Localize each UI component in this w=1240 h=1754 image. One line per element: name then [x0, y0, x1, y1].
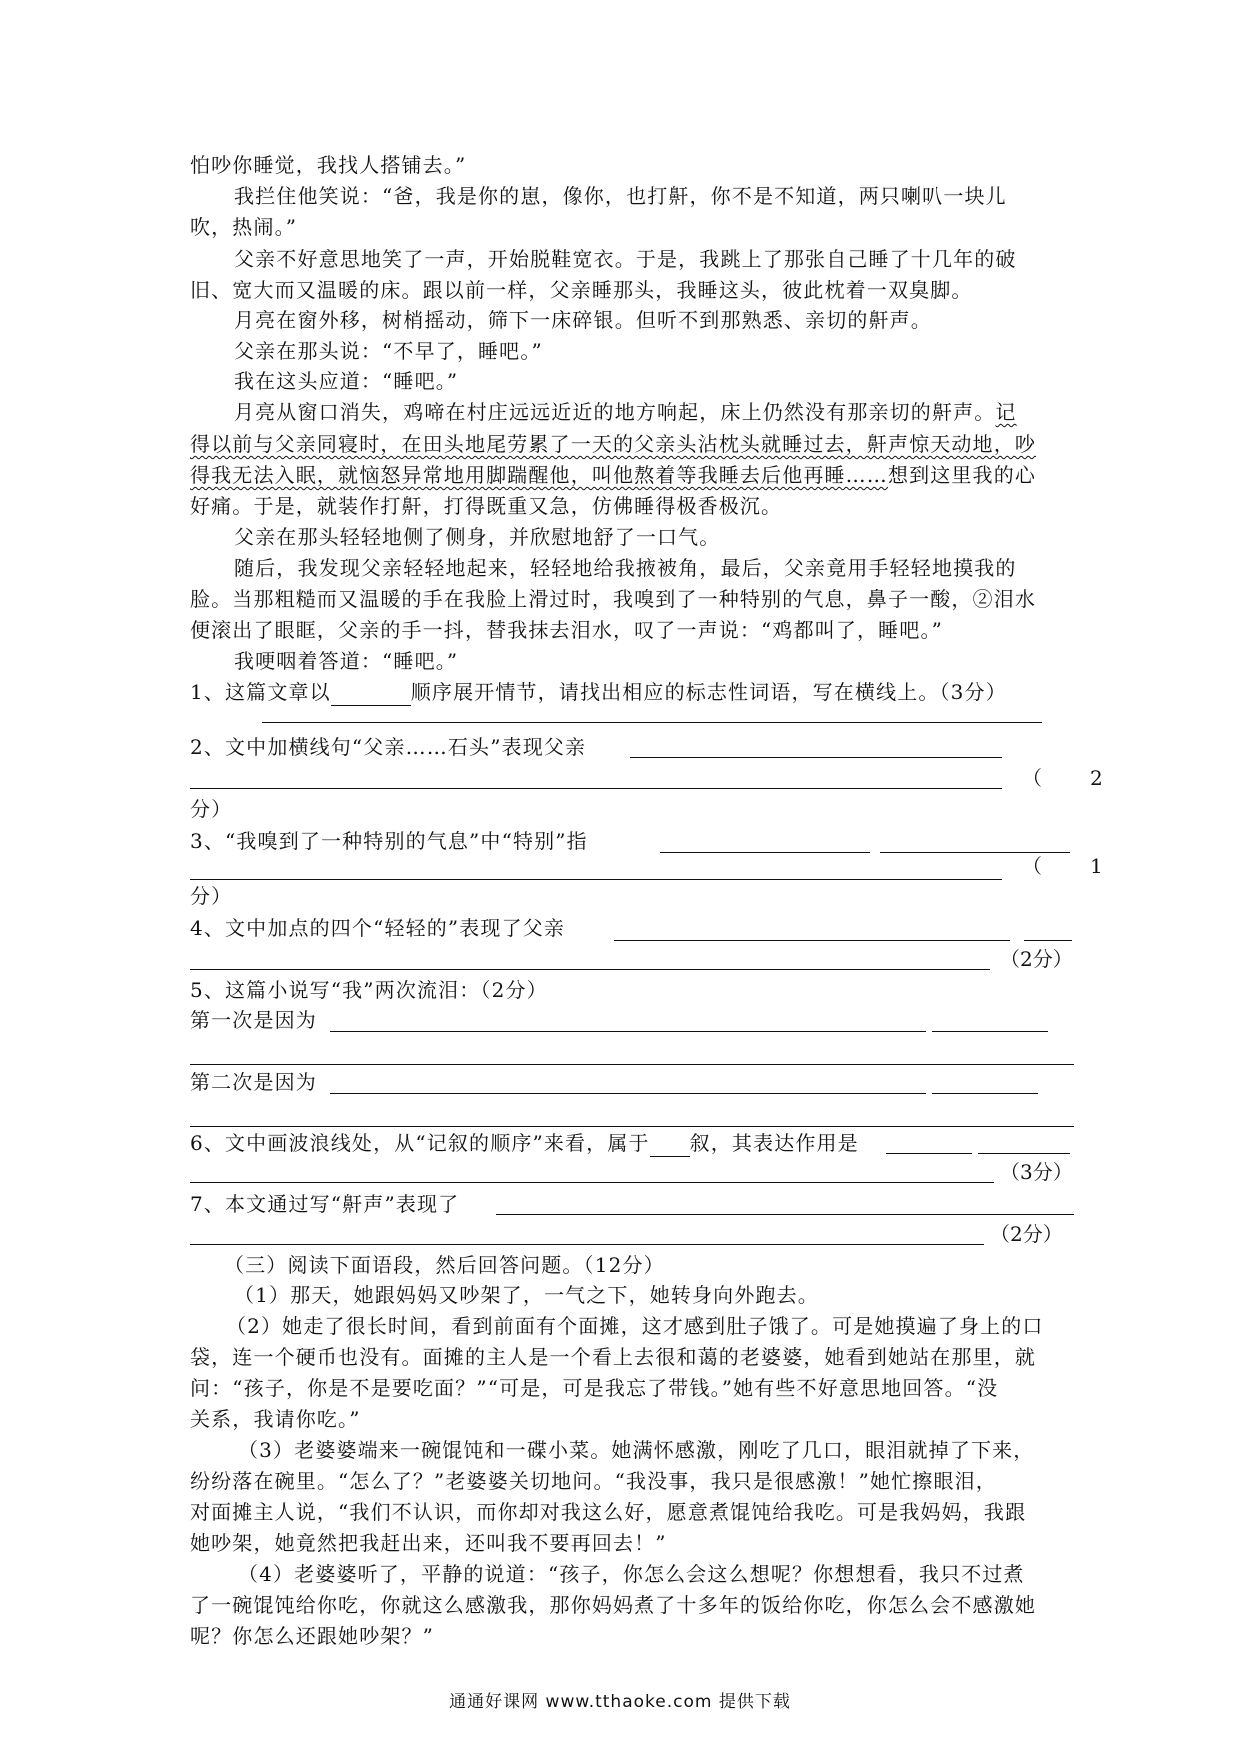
q5-first-label: 第一次是因为 — [190, 1008, 317, 1032]
passage-line: 我哽咽着答道：“睡吧。” — [234, 649, 459, 673]
q3-score: （ — [1022, 854, 1042, 878]
passage-line: 我拦住他笑说：“爸，我是你的崽，像你，也打鼾，你不是不知道，两只喇叭一块儿 — [234, 184, 1007, 208]
passage-text: 月亮从窗口消失，鸡啼在村庄远远近近的地方响起，床上仍然没有那亲切的鼾声。 — [234, 400, 996, 424]
question-1: 1、这篇文章以 顺序展开情节，请找出相应的标志性词语，写在横线上。（3分） — [190, 680, 1007, 704]
passage-line — [234, 398, 1017, 426]
section-3-paragraph: （3）老婆婆端来一碗馄饨和一碟小菜。她满怀感激，刚吃了几口，眼泪就掉了下来， — [238, 1438, 1035, 1462]
passage-line: 脸。当那粗糙而又温暖的手在我脸上滑过时，我嗅到了一种特别的气息，鼻子一酸，②泪水 — [190, 587, 1036, 611]
q2-answer-line-2[interactable] — [190, 788, 1002, 789]
q4-answer-line-2[interactable] — [190, 969, 990, 970]
passage-line: 随后，我发现父亲轻轻地起来，轻轻地给我掖被角，最后，父亲竟用手轻轻地摸我的 — [234, 556, 1017, 580]
q5-second-label: 第二次是因为 — [190, 1070, 317, 1094]
q3-score-unit: 分） — [190, 884, 233, 908]
q5-second-answer-line[interactable] — [330, 1093, 926, 1094]
passage-line: 父亲在那头说：“不早了，睡吧。” — [234, 339, 543, 363]
q6-answer-line-2b[interactable] — [760, 1182, 994, 1183]
section-3-paragraph: （2）她走了很长时间，看到前面有个面摊，这才感到肚子饿了。可是她摸遍了身上的口 — [226, 1314, 1044, 1338]
section-3-line: 对面摊主人说，“我们不认识，而你却对我这么好，愿意煮馄饨给我吃。可是我妈妈，我跟 — [190, 1500, 1027, 1524]
q1-answer-line[interactable] — [262, 722, 1042, 723]
question-7: 7、本文通过写“鼾声”表现了 — [190, 1192, 460, 1216]
question-2: 2、文中加横线句“父亲……石头”表现父亲 — [190, 735, 587, 759]
section-3-line: 呢？你怎么还跟她吵架？” — [190, 1624, 435, 1648]
section-3-heading: （三）阅读下面语段，然后回答问题。（12分） — [224, 1253, 665, 1277]
section-3-line: 关系，我请你吃。” — [190, 1407, 361, 1431]
question-3: 3、“我嗅到了一种特别的气息”中“特别”指 — [190, 829, 588, 853]
section-3-paragraph: （4）老婆婆听了，平静的说道：“孩子，你怎么会这么想呢？你想想看，我只不过煮 — [238, 1562, 1025, 1586]
page-footer: 通通好课网 www.tthaoke.com 提供下载 — [449, 1692, 791, 1712]
question-5: 5、这篇小说写“我”两次流泪：（2分） — [190, 978, 548, 1002]
q7-score: （2分） — [990, 1222, 1063, 1246]
wavy-underlined-text: 得以前与父亲同寝时，在田头地尾劳累了一天的父亲头沾枕头就睡过去，鼾声惊天动地，吵 — [190, 432, 1036, 456]
q7-answer-line-b[interactable] — [1024, 1214, 1074, 1215]
q6-answer-line-b[interactable] — [978, 1153, 1070, 1154]
passage-line: 我在这头应道：“睡吧。” — [234, 369, 459, 393]
passage-line: 父亲不好意思地笑了一声，开始脱鞋宽衣。于是，我跳上了那张自己睡了十几年的破 — [234, 247, 1017, 271]
q4-answer-line-b[interactable] — [1024, 940, 1072, 941]
q2-score: （ — [1022, 766, 1042, 790]
wavy-underlined-text: 记 — [995, 400, 1017, 424]
question-6: 6、文中画波浪线处，从“记叙的顺序”来看，属于 叙，其表达作用是 — [190, 1131, 859, 1155]
q2-score-unit: 分） — [190, 797, 233, 821]
passage-line: 便滚出了眼眶，父亲的手一抖，替我抹去泪水，叹了一声说：“鸡都叫了，睡吧。” — [190, 618, 943, 642]
q6-answer-line-2[interactable] — [190, 1182, 760, 1183]
q6-answer-line[interactable] — [886, 1153, 972, 1154]
passage-line: 月亮在窗外移，树梢摇动，筛下一床碎银。但听不到那熟悉、亲切的鼾声。 — [234, 308, 932, 332]
q5-first-answer-line[interactable] — [330, 1031, 926, 1032]
passage-line: 吹，热闹。” — [190, 215, 298, 239]
q7-answer-line-2[interactable] — [190, 1244, 984, 1245]
question-4: 4、文中加点的四个“轻轻的”表现了父亲 — [190, 916, 566, 940]
section-3-line: 了一碗馄饨给你吃，你就这么感激我，那你妈妈煮了十多年的饭给你吃，你怎么会不感激她 — [190, 1593, 1036, 1617]
q3-answer-line-2[interactable] — [190, 879, 1002, 880]
passage-line: 好痛。于是，就装作打鼾，打得既重又急，仿佛睡得极香极沉。 — [190, 494, 783, 518]
passage-line — [190, 430, 1036, 458]
q5-first-answer-line-2[interactable] — [190, 1064, 1074, 1065]
passage-line — [190, 461, 1036, 489]
q7-answer-line[interactable] — [496, 1214, 1026, 1215]
q3-score-num: 1 — [1090, 854, 1103, 878]
q2-answer-line[interactable] — [630, 757, 1002, 758]
section-3-paragraph: （1）那天，她跟妈妈又吵架了，一气之下，她转身向外跑去。 — [234, 1283, 819, 1307]
wavy-underlined-text: 得我无法入眠，就恼怒异常地用脚踹醒他，叫他熬着等我睡去后他再睡…… — [190, 463, 888, 487]
q2-score-num: 2 — [1090, 766, 1103, 790]
q5-first-answer-line-b[interactable] — [932, 1031, 1048, 1032]
passage-line: 怕吵你睡觉，我找人搭铺去。” — [190, 153, 467, 177]
passage-line: 父亲在那头轻轻地侧了侧身，并欣慰地舒了一口气。 — [234, 525, 721, 549]
q6-blank[interactable] — [650, 1138, 690, 1157]
q6-score: （3分） — [1000, 1160, 1073, 1184]
section-3-line: 问：“孩子，你是不是要吃面？”“可是，可是我忘了带钱。”她有些不好意思地回答。“没 — [190, 1376, 999, 1400]
section-3-line: 她吵架，她竟然把我赶出来，还叫我不要再回去！” — [190, 1531, 667, 1555]
section-3-line: 袋，连一个硬币也没有。面摊的主人是一个看上去很和蔼的老婆婆，她看到她站在那里，就 — [190, 1345, 1036, 1369]
q5-second-answer-line-b[interactable] — [932, 1093, 1038, 1094]
passage-line: 旧、宽大而又温暖的床。跟以前一样，父亲睡那头，我睡这头，彼此枕着一双臭脚。 — [190, 278, 973, 302]
q1-blank[interactable] — [331, 687, 411, 706]
section-3-line: 纷纷落在碗里。“怎么了？”老婆婆关切地问。“我没事，我只是很感激！”她忙擦眼泪， — [190, 1469, 997, 1493]
q3-answer-line[interactable] — [660, 852, 870, 853]
q4-answer-line[interactable] — [614, 940, 1010, 941]
q5-second-answer-line-2[interactable] — [190, 1126, 1074, 1127]
q4-score: （2分） — [1000, 947, 1073, 971]
passage-text: 想到这里我的心 — [887, 463, 1037, 487]
